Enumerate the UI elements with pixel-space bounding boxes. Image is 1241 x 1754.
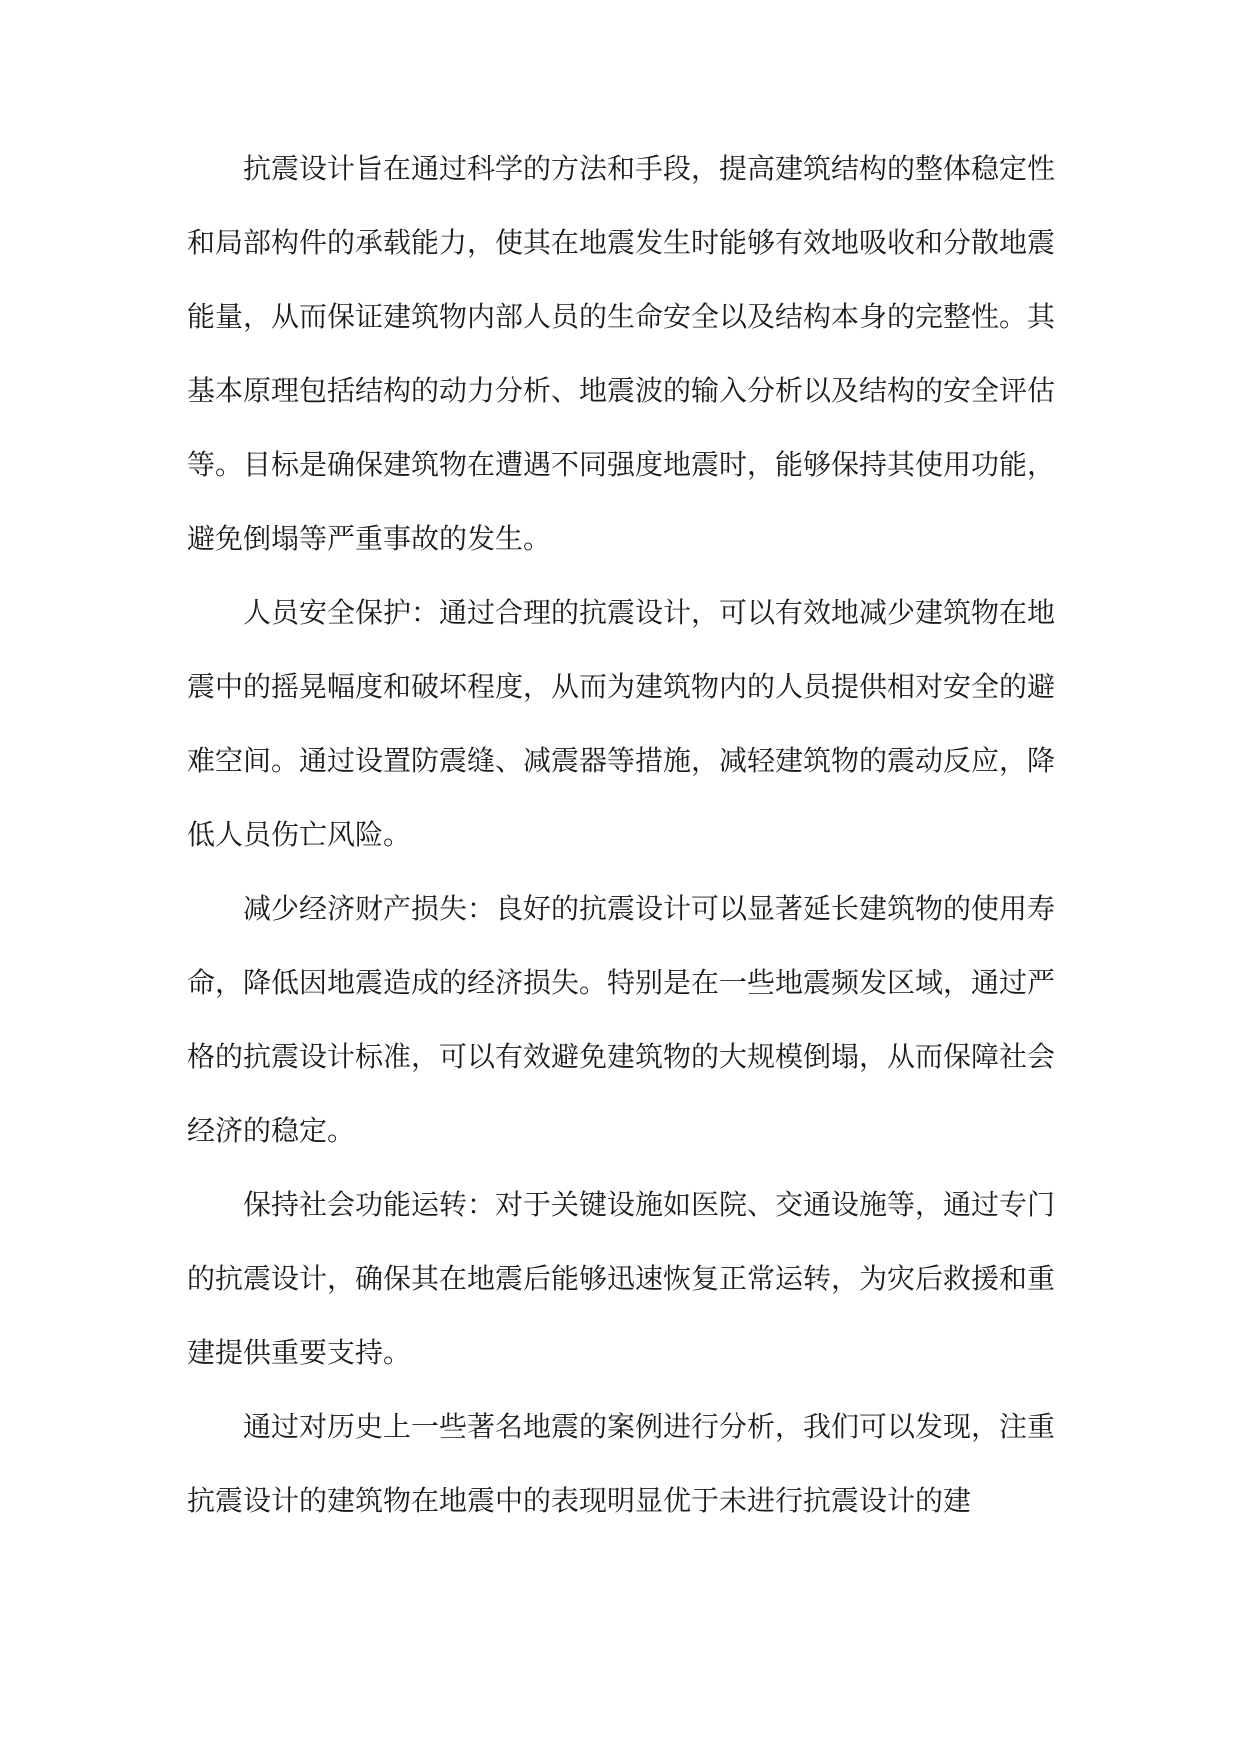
- paragraph-social-function: 保持社会功能运转：对于关键设施如医院、交通设施等，通过专门的抗震设计，确保其在地震后能够迅速恢复正常运转，为灾后救援和重建提供重要支持。: [187, 1188, 1056, 1369]
- paragraph-personnel-safety: 人员安全保护：通过合理的抗震设计，可以有效地减少建筑物在地震中的摇晃幅度和破坏程度，从而为建筑物内的人员提供相对安全的避难空间。通过设置防震缝、减震器等措施，减轻建筑物的震动反应，降低人员伤亡风险。: [187, 596, 1056, 851]
- paragraph-seismic-design-overview: 抗震设计旨在通过科学的方法和手段，提高建筑结构的整体稳定性和局部构件的承载能力，使其在地震发生时能够有效地吸收和分散地震能量，从而保证建筑物内部人员的生命安全以及结构本身的完整性。其基本原理包括结构的动力分析、地震波的输入分析以及结构的安全评估等。目标是确保建筑物在遭遇不同强度地震时，能够保持其使用功能，避免倒塌等严重事故的发生。: [187, 152, 1056, 555]
- document-body: [187, 132, 1055, 1538]
- paragraph-economic-loss-reduction: 减少经济财产损失：良好的抗震设计可以显著延长建筑物的使用寿命，降低因地震造成的经济损失。特别是在一些地震频发区域，通过严格的抗震设计标准，可以有效避免建筑物的大规模倒塌，从而保障社会经济的稳定。: [187, 892, 1056, 1147]
- paragraph-historical-cases: 通过对历史上一些著名地震的案例进行分析，我们可以发现，注重抗震设计的建筑物在地震中的表现明显优于未进行抗震设计的建: [187, 1410, 1056, 1517]
